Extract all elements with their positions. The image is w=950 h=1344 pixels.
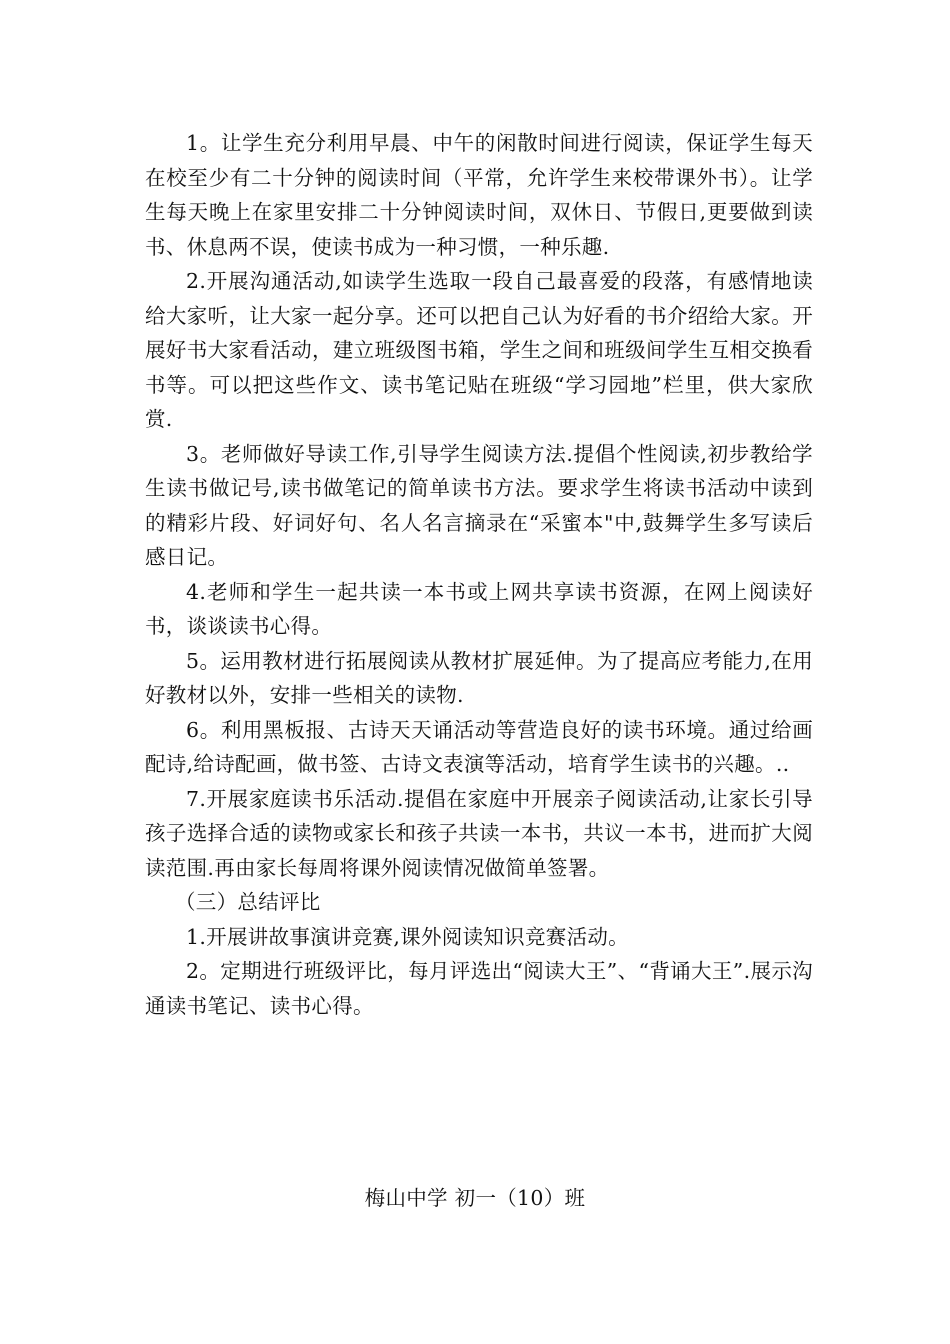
paragraph-3: 3。老师做好导读工作,引导学生阅读方法.提倡个性阅读,初步教给学生读书做记号,读书做笔记的简单读书方法。要求学生将读书活动中读到的精彩片段、好词好句、名人名言摘录在“采蜜本"中,鼓舞学生多写读后感日记。 bbox=[145, 441, 813, 569]
paragraph-6: 6。利用黑板报、古诗天天诵活动等营造良好的读书环境。通过给画配诗,给诗配画，做书签、古诗文表演等活动，培育学生读书的兴趣。.. bbox=[145, 717, 813, 776]
closing-paragraph-1: 1.开展讲故事演讲竞赛,课外阅读知识竞赛活动。 bbox=[186, 924, 629, 949]
page-footer: 梅山中学 初一（10）班 bbox=[364, 1186, 586, 1210]
section-heading: （三）总结评比 bbox=[175, 890, 321, 914]
paragraph-5: 5。运用教材进行拓展阅读从教材扩展延伸。为了提高应考能力,在用好教材以外，安排一些相关的读物. bbox=[145, 648, 813, 707]
paragraph-1: 1。让学生充分利用早晨、中午的闲散时间进行阅读，保证学生每天在校至少有二十分钟的阅读时间（平常，允许学生来校带课外书）。让学生每天晚上在家里安排二十分钟阅读时间，双休日、节假日,更要做到读书、休息两不误，使读书成为一种习惯，一种乐趣. bbox=[145, 131, 813, 259]
document-body bbox=[145, 126, 813, 1023]
paragraph-7: 7.开展家庭读书乐活动.提倡在家庭中开展亲子阅读活动,让家长引导孩子选择合适的读物或家长和孩子共读一本书，共议一本书，进而扩大阅读范围.再由家长每周将课外阅读情况做简单签署。 bbox=[145, 786, 813, 880]
closing-paragraph-2: 2。定期进行班级评比，每月评选出“阅读大王”、“背诵大王”.展示沟通读书笔记、读书心得。 bbox=[145, 959, 813, 1018]
paragraph-4: 4.老师和学生一起共读一本书或上网共享读书资源，在网上阅读好书，谈谈读书心得。 bbox=[145, 579, 813, 638]
paragraph-2: 2.开展沟通活动,如读学生选取一段自己最喜爱的段落，有感情地读给大家听，让大家一起分享。还可以把自己认为好看的书介绍给大家。开展好书大家看活动，建立班级图书箱，学生之间和班级间学生互相交换看书等。可以把这些作文、读书笔记贴在班级“学习园地”栏里，供大家欣赏. bbox=[145, 269, 813, 431]
